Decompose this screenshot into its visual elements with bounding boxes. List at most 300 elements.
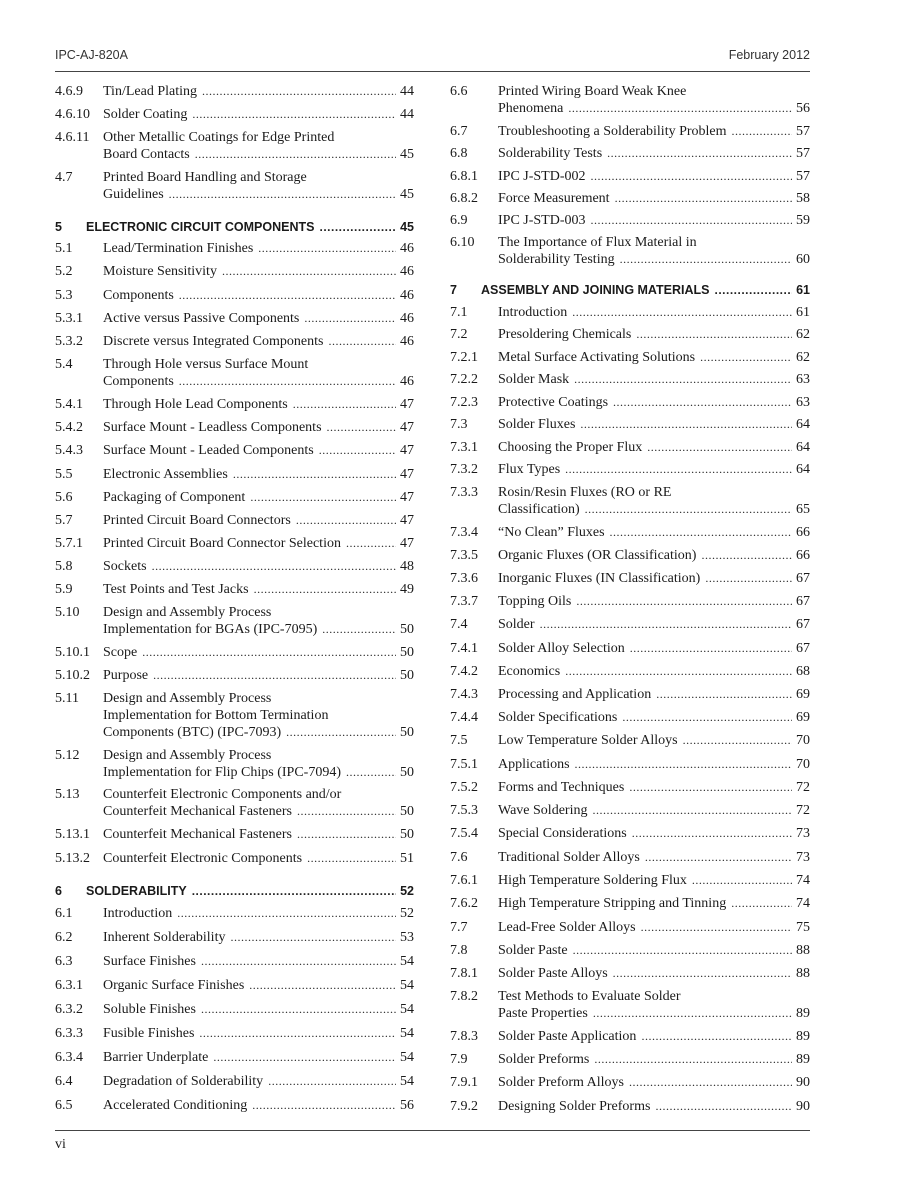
section-title: Traditional Solder Alloys bbox=[498, 850, 640, 865]
section-title: Scope bbox=[103, 645, 138, 660]
dot-leader bbox=[655, 1098, 792, 1115]
section-number: 6.8.2 bbox=[450, 191, 478, 206]
section-title: Designing Solder Preforms bbox=[498, 1099, 651, 1114]
document-date: February 2012 bbox=[728, 48, 810, 62]
toc-entry[interactable] bbox=[450, 326, 810, 343]
section-number: 5.10.1 bbox=[55, 645, 90, 660]
page-ref: 69 bbox=[796, 710, 810, 725]
dot-leader bbox=[632, 825, 792, 842]
dot-leader bbox=[647, 439, 792, 456]
dot-leader bbox=[656, 686, 792, 703]
footer-divider bbox=[55, 1130, 810, 1131]
section-title: Printed Circuit Board Connectors bbox=[103, 513, 291, 528]
toc-entry[interactable] bbox=[450, 593, 810, 610]
toc-entry[interactable] bbox=[450, 663, 810, 680]
section-title: Classification) bbox=[498, 502, 580, 517]
section-number: 7.5 bbox=[450, 733, 468, 748]
page-ref: 50 bbox=[400, 804, 414, 819]
page-ref: 51 bbox=[400, 851, 414, 866]
page-ref: 67 bbox=[796, 594, 810, 609]
section-number: 7.3.1 bbox=[450, 440, 478, 455]
dot-leader bbox=[705, 570, 792, 587]
dot-leader bbox=[701, 547, 792, 564]
dot-leader bbox=[328, 333, 396, 350]
dot-leader bbox=[249, 977, 396, 994]
dot-leader bbox=[304, 310, 396, 327]
dot-leader bbox=[250, 489, 396, 506]
page-ref: 46 bbox=[400, 288, 414, 303]
section-number: 4.6.11 bbox=[55, 130, 90, 145]
section-number: 7.4.1 bbox=[450, 641, 478, 656]
toc-entry[interactable] bbox=[55, 466, 414, 483]
section-title: Protective Coatings bbox=[498, 395, 609, 410]
page-ref: 47 bbox=[400, 536, 414, 551]
toc-entry[interactable] bbox=[450, 484, 810, 518]
toc-entry[interactable] bbox=[450, 825, 810, 842]
toc-entry[interactable] bbox=[55, 129, 414, 163]
section-title: Printed Circuit Board Connector Selection bbox=[103, 536, 341, 551]
toc-entry[interactable] bbox=[450, 779, 810, 796]
page-ref: 47 bbox=[400, 443, 414, 458]
section-title: Presoldering Chemicals bbox=[498, 327, 632, 342]
header-divider bbox=[55, 71, 810, 72]
section-title: Solderability Tests bbox=[498, 146, 603, 161]
section-number: 5.10 bbox=[55, 605, 80, 620]
toc-entry[interactable] bbox=[55, 1001, 414, 1018]
toc-entry[interactable] bbox=[55, 356, 414, 390]
section-number: 7.4.4 bbox=[450, 710, 478, 725]
page-ref: 64 bbox=[796, 440, 810, 455]
toc-entry[interactable] bbox=[55, 667, 414, 684]
section-title: SOLDERABILITY bbox=[86, 884, 187, 898]
toc-entry[interactable] bbox=[450, 439, 810, 456]
dot-leader bbox=[258, 240, 396, 257]
section-number: 7.8.1 bbox=[450, 966, 478, 981]
section-title: Solder Mask bbox=[498, 372, 570, 387]
toc-entry[interactable] bbox=[55, 558, 414, 575]
toc-entry[interactable] bbox=[450, 234, 810, 268]
page-ref: 56 bbox=[400, 1098, 414, 1113]
dot-leader bbox=[620, 251, 792, 268]
section-title: Solder bbox=[498, 617, 535, 632]
dot-leader bbox=[573, 942, 792, 959]
page-ref: 64 bbox=[796, 462, 810, 477]
toc-entry[interactable] bbox=[55, 1073, 414, 1090]
section-title: Accelerated Conditioning bbox=[103, 1098, 248, 1113]
section-title: Solder Paste bbox=[498, 943, 568, 958]
section-number: 7.4.2 bbox=[450, 664, 478, 679]
dot-leader bbox=[346, 764, 396, 781]
section-title: Fusible Finishes bbox=[103, 1026, 195, 1041]
section-number: 5.5 bbox=[55, 467, 73, 482]
section-title: Discrete versus Integrated Components bbox=[103, 334, 324, 349]
toc-entry[interactable] bbox=[450, 1051, 810, 1068]
toc-entry[interactable] bbox=[55, 287, 414, 304]
dot-leader bbox=[622, 709, 792, 726]
section-number: 5.11 bbox=[55, 691, 79, 706]
dot-leader bbox=[565, 461, 792, 478]
section-title: Metal Surface Activating Solutions bbox=[498, 350, 696, 365]
section-number: 5.1 bbox=[55, 241, 73, 256]
toc-entry[interactable] bbox=[55, 581, 414, 598]
page-number: vi bbox=[55, 1137, 66, 1152]
toc-entry[interactable] bbox=[450, 416, 810, 433]
toc-entry[interactable] bbox=[450, 709, 810, 726]
section-title: Solder Specifications bbox=[498, 710, 618, 725]
dot-leader bbox=[195, 146, 396, 163]
dot-leader bbox=[254, 581, 396, 598]
page-ref: 67 bbox=[796, 617, 810, 632]
dot-leader bbox=[607, 145, 792, 162]
page-ref: 54 bbox=[400, 1026, 414, 1041]
toc-entry[interactable] bbox=[450, 1098, 810, 1115]
toc-entry[interactable] bbox=[450, 1074, 810, 1091]
toc-entry[interactable] bbox=[450, 190, 810, 207]
dot-leader bbox=[585, 501, 792, 518]
section-number: 5.7 bbox=[55, 513, 73, 528]
section-title: Wave Soldering bbox=[498, 803, 588, 818]
page-ref: 59 bbox=[796, 213, 810, 228]
dot-leader bbox=[179, 287, 396, 304]
section-number: 5.2 bbox=[55, 264, 73, 279]
section-number: 6.4 bbox=[55, 1074, 73, 1089]
section-title: Through Hole Lead Components bbox=[103, 397, 288, 412]
dot-leader bbox=[575, 756, 792, 773]
section-number: 7.6 bbox=[450, 850, 468, 865]
section-number: 7.6.2 bbox=[450, 896, 478, 911]
section-number: 5.6 bbox=[55, 490, 73, 505]
section-number: 6.9 bbox=[450, 213, 468, 228]
dot-leader bbox=[199, 1025, 396, 1042]
dot-leader bbox=[297, 826, 396, 843]
section-title: Degradation of Solderability bbox=[103, 1074, 264, 1089]
section-title: Flux Types bbox=[498, 462, 561, 477]
section-number: 7.3.3 bbox=[450, 485, 478, 500]
toc-entry[interactable] bbox=[55, 396, 414, 413]
page-ref: 67 bbox=[796, 571, 810, 586]
toc-entry[interactable] bbox=[55, 240, 414, 257]
dot-leader bbox=[286, 724, 396, 741]
section-number: 5.13 bbox=[55, 787, 80, 802]
section-title: Active versus Passive Components bbox=[103, 311, 300, 326]
toc-entry[interactable] bbox=[450, 988, 810, 1022]
section-number: 5.4.3 bbox=[55, 443, 83, 458]
section-number: 6.3.2 bbox=[55, 1002, 83, 1017]
page-ref: 45 bbox=[400, 147, 414, 162]
toc-entry[interactable] bbox=[450, 849, 810, 866]
section-title: Through Hole versus Surface Mount bbox=[103, 357, 309, 372]
dot-leader bbox=[192, 883, 396, 900]
page-ref: 50 bbox=[400, 765, 414, 780]
section-number: 7.8 bbox=[450, 943, 468, 958]
toc-entry[interactable] bbox=[55, 310, 414, 327]
section-title: Choosing the Proper Flux bbox=[498, 440, 643, 455]
section-title: IPC J-STD-002 bbox=[498, 169, 586, 184]
document-id: IPC-AJ-820A bbox=[55, 48, 128, 62]
section-title: Test Methods to Evaluate Solder bbox=[498, 989, 681, 1004]
toc-entry[interactable] bbox=[55, 419, 414, 436]
page-ref: 57 bbox=[796, 169, 810, 184]
section-number: 5.12 bbox=[55, 748, 80, 763]
section-title: Counterfeit Mechanical Fasteners bbox=[103, 827, 292, 842]
toc-entry[interactable] bbox=[450, 756, 810, 773]
toc-entry[interactable] bbox=[55, 690, 414, 741]
section-number: 7.3.7 bbox=[450, 594, 478, 609]
section-title: Design and Assembly Process bbox=[103, 691, 272, 706]
toc-entry[interactable] bbox=[55, 1025, 414, 1042]
page-ref: 63 bbox=[796, 372, 810, 387]
toc-entry[interactable] bbox=[450, 145, 810, 162]
page-ref: 68 bbox=[796, 664, 810, 679]
toc-entry[interactable] bbox=[450, 640, 810, 657]
page-ref: 89 bbox=[796, 1052, 810, 1067]
toc-entry[interactable] bbox=[55, 1097, 414, 1114]
page-ref: 54 bbox=[400, 954, 414, 969]
page-ref: 72 bbox=[796, 780, 810, 795]
dot-leader bbox=[152, 558, 396, 575]
toc-entry[interactable] bbox=[55, 263, 414, 280]
section-number: 5.9 bbox=[55, 582, 73, 597]
section-title: Solder Paste Application bbox=[498, 1029, 637, 1044]
section-number: 7.7 bbox=[450, 920, 468, 935]
page-ref: 47 bbox=[400, 420, 414, 435]
page-ref: 88 bbox=[796, 943, 810, 958]
section-title: Inorganic Fluxes (IN Classification) bbox=[498, 571, 701, 586]
toc-entry[interactable] bbox=[55, 953, 414, 970]
dot-leader bbox=[692, 872, 792, 889]
section-number: 7.3.2 bbox=[450, 462, 478, 477]
page-ref: 46 bbox=[400, 241, 414, 256]
section-title: IPC J-STD-003 bbox=[498, 213, 586, 228]
toc-entry[interactable] bbox=[450, 895, 810, 912]
dot-leader bbox=[574, 371, 792, 388]
toc-entry[interactable] bbox=[450, 616, 810, 633]
page-ref: 73 bbox=[796, 826, 810, 841]
dot-leader bbox=[732, 123, 792, 140]
section-title: Guidelines bbox=[103, 187, 164, 202]
section-title: Solder Alloy Selection bbox=[498, 641, 625, 656]
toc-chapter-entry[interactable] bbox=[450, 282, 810, 299]
section-title: Printed Board Handling and Storage bbox=[103, 170, 307, 185]
section-title: ASSEMBLY AND JOINING MATERIALS bbox=[481, 283, 710, 297]
dot-leader bbox=[592, 802, 792, 819]
page-ref: 46 bbox=[400, 311, 414, 326]
toc-entry[interactable] bbox=[450, 123, 810, 140]
toc-entry[interactable] bbox=[450, 304, 810, 321]
dot-leader bbox=[319, 442, 396, 459]
dot-leader bbox=[201, 1001, 396, 1018]
toc-entry[interactable] bbox=[55, 512, 414, 529]
dot-leader bbox=[233, 466, 396, 483]
dot-leader bbox=[327, 419, 396, 436]
section-number: 5.4.2 bbox=[55, 420, 83, 435]
dot-leader bbox=[613, 965, 792, 982]
toc-entry[interactable] bbox=[55, 644, 414, 661]
toc-entry[interactable] bbox=[55, 604, 414, 638]
toc-entry[interactable] bbox=[55, 905, 414, 922]
page-ref: 50 bbox=[400, 645, 414, 660]
page-ref: 53 bbox=[400, 930, 414, 945]
dot-leader bbox=[576, 593, 792, 610]
section-title: Counterfeit Electronic Components bbox=[103, 851, 303, 866]
toc-entry[interactable] bbox=[450, 872, 810, 889]
page-ref: 46 bbox=[400, 334, 414, 349]
toc-entry[interactable] bbox=[450, 461, 810, 478]
toc-entry[interactable] bbox=[450, 570, 810, 587]
toc-entry[interactable] bbox=[450, 524, 810, 541]
toc-entry[interactable] bbox=[450, 1028, 810, 1045]
toc-entry[interactable] bbox=[450, 547, 810, 564]
section-title: Lead/Termination Finishes bbox=[103, 241, 254, 256]
dot-leader bbox=[594, 1051, 792, 1068]
dot-leader bbox=[715, 282, 793, 299]
page-ref: 72 bbox=[796, 803, 810, 818]
toc-entry[interactable] bbox=[450, 965, 810, 982]
section-title: Inherent Solderability bbox=[103, 930, 226, 945]
toc-entry[interactable] bbox=[450, 686, 810, 703]
page-ref: 73 bbox=[796, 850, 810, 865]
page-ref: 50 bbox=[400, 725, 414, 740]
dot-leader bbox=[610, 524, 792, 541]
section-number: 7.3.5 bbox=[450, 548, 478, 563]
page-ref: 47 bbox=[400, 513, 414, 528]
section-number: 6.10 bbox=[450, 235, 475, 250]
dot-leader bbox=[192, 106, 396, 123]
section-number: 7.9.2 bbox=[450, 1099, 478, 1114]
toc-entry[interactable] bbox=[450, 168, 810, 185]
page-ref: 45 bbox=[400, 220, 414, 234]
section-title: Troubleshooting a Solderability Problem bbox=[498, 124, 727, 139]
toc-entry[interactable] bbox=[55, 977, 414, 994]
page-ref: 62 bbox=[796, 327, 810, 342]
page-ref: 54 bbox=[400, 978, 414, 993]
toc-entry[interactable] bbox=[55, 850, 414, 867]
section-title: Tin/Lead Plating bbox=[103, 84, 197, 99]
dot-leader bbox=[252, 1097, 396, 1114]
toc-entry[interactable] bbox=[55, 489, 414, 506]
section-title: Applications bbox=[498, 757, 570, 772]
dot-leader bbox=[636, 326, 792, 343]
toc-chapter-entry[interactable] bbox=[55, 219, 414, 236]
dot-leader bbox=[297, 803, 396, 820]
section-title: Surface Mount - Leaded Components bbox=[103, 443, 314, 458]
toc-entry[interactable] bbox=[450, 919, 810, 936]
toc-entry[interactable] bbox=[55, 83, 414, 100]
section-number: 7.4.3 bbox=[450, 687, 478, 702]
section-title: Sockets bbox=[103, 559, 147, 574]
toc-entry[interactable] bbox=[450, 802, 810, 819]
toc-entry[interactable] bbox=[55, 169, 414, 203]
page-ref: 57 bbox=[796, 124, 810, 139]
toc-entry[interactable] bbox=[450, 394, 810, 411]
section-title: The Importance of Flux Material in bbox=[498, 235, 697, 250]
section-number: 7.5.4 bbox=[450, 826, 478, 841]
page-ref: 50 bbox=[400, 668, 414, 683]
toc-entry[interactable] bbox=[55, 535, 414, 552]
section-number: 7.5.1 bbox=[450, 757, 478, 772]
section-title: Soluble Finishes bbox=[103, 1002, 196, 1017]
page-ref: 67 bbox=[796, 641, 810, 656]
section-title: Rosin/Resin Fluxes (RO or RE bbox=[498, 485, 672, 500]
dot-leader bbox=[293, 396, 396, 413]
section-title: Phenomena bbox=[498, 101, 564, 116]
dot-leader bbox=[201, 953, 396, 970]
dot-leader bbox=[179, 373, 396, 390]
section-title: Implementation for BGAs (IPC-7095) bbox=[103, 622, 318, 637]
dot-leader bbox=[230, 929, 396, 946]
page-ref: 60 bbox=[796, 252, 810, 267]
page-ref: 50 bbox=[400, 622, 414, 637]
dot-leader bbox=[213, 1049, 396, 1066]
dot-leader bbox=[580, 416, 792, 433]
section-number: 5.3.1 bbox=[55, 311, 83, 326]
section-title: Components (BTC) (IPC-7093) bbox=[103, 725, 282, 740]
section-number: 4.6.10 bbox=[55, 107, 90, 122]
toc-chapter-entry[interactable] bbox=[55, 883, 414, 900]
section-number: 6 bbox=[55, 884, 62, 898]
section-number: 7 bbox=[450, 283, 457, 297]
toc-entry[interactable] bbox=[450, 732, 810, 749]
page-ref: 50 bbox=[400, 827, 414, 842]
page-ref: 54 bbox=[400, 1074, 414, 1089]
section-title: Paste Properties bbox=[498, 1006, 588, 1021]
section-title: Electronic Assemblies bbox=[103, 467, 228, 482]
section-number: 7.9 bbox=[450, 1052, 468, 1067]
section-title: Force Measurement bbox=[498, 191, 610, 206]
page-ref: 54 bbox=[400, 1002, 414, 1017]
section-title: Components bbox=[103, 374, 174, 389]
dot-leader bbox=[540, 616, 792, 633]
dot-leader bbox=[169, 186, 396, 203]
toc-entry[interactable] bbox=[55, 929, 414, 946]
section-number: 6.1 bbox=[55, 906, 73, 921]
section-number: 7.2.2 bbox=[450, 372, 478, 387]
toc-entry[interactable] bbox=[55, 106, 414, 123]
dot-leader bbox=[142, 644, 396, 661]
dot-leader bbox=[591, 168, 792, 185]
section-number: 7.2 bbox=[450, 327, 468, 342]
toc-entry[interactable] bbox=[55, 333, 414, 350]
section-title: Solder Paste Alloys bbox=[498, 966, 608, 981]
dot-leader bbox=[593, 1005, 792, 1022]
section-title: ELECTRONIC CIRCUIT COMPONENTS bbox=[86, 220, 315, 234]
dot-leader bbox=[322, 621, 396, 638]
toc-entry[interactable] bbox=[450, 942, 810, 959]
toc-entry[interactable] bbox=[55, 747, 414, 781]
section-title: Counterfeit Electronic Components and/or bbox=[103, 787, 342, 802]
toc-entry[interactable] bbox=[55, 1049, 414, 1066]
section-title: Solderability Testing bbox=[498, 252, 615, 267]
toc-entry[interactable] bbox=[450, 371, 810, 388]
section-number: 5.13.2 bbox=[55, 851, 90, 866]
page-ref: 52 bbox=[400, 884, 414, 898]
toc-entry[interactable] bbox=[55, 786, 414, 820]
toc-entry[interactable] bbox=[55, 826, 414, 843]
dot-leader bbox=[683, 732, 792, 749]
section-title: Forms and Techniques bbox=[498, 780, 625, 795]
page-ref: 47 bbox=[400, 397, 414, 412]
dot-leader bbox=[268, 1073, 396, 1090]
toc-entry[interactable] bbox=[55, 442, 414, 459]
section-number: 7.8.3 bbox=[450, 1029, 478, 1044]
dot-leader bbox=[568, 100, 792, 117]
page-ref: 90 bbox=[796, 1075, 810, 1090]
toc-entry[interactable] bbox=[450, 212, 810, 229]
section-number: 5.8 bbox=[55, 559, 73, 574]
toc-entry[interactable] bbox=[450, 83, 810, 117]
toc-entry[interactable] bbox=[450, 349, 810, 366]
section-number: 6.6 bbox=[450, 84, 468, 99]
